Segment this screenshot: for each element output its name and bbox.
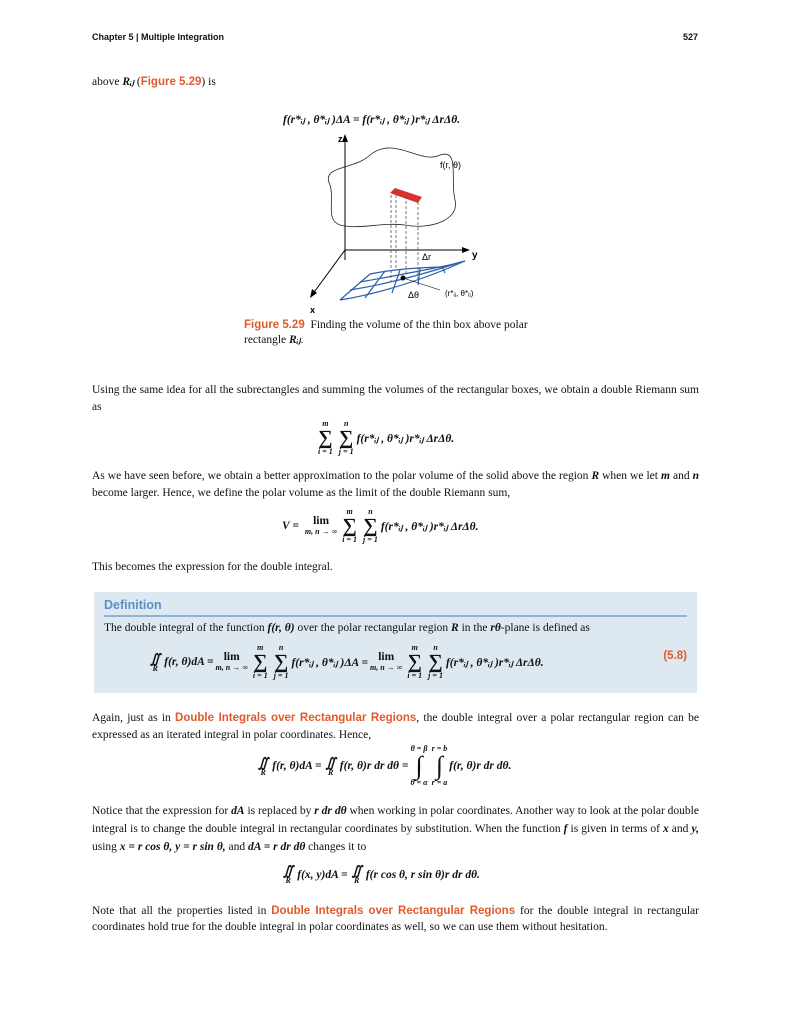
math-part: f(r, θ)r dr dθ. [449,760,512,772]
math-part [150,652,160,673]
math-part: Again, just as in [92,712,176,724]
math-part: dA [231,805,245,817]
equation-riemann-sum [315,420,454,456]
math-part: θ = α [410,778,428,787]
math-part: ∬ [258,754,269,770]
divider [104,615,687,617]
math-part: f(r cos θ, r sin θ)r dr dθ. [365,868,480,881]
math-part: ∫ [435,751,443,780]
math-part: ∑ [342,515,357,537]
caption-label: Figure 5.29 [244,319,305,331]
paragraph [92,903,699,935]
math-part: n [343,419,349,428]
math-part: rθ [490,622,501,634]
math-part [274,644,289,680]
sum-i [318,420,333,456]
math-part: R [327,767,334,777]
thin-box-top [390,188,422,203]
math-part: f(r, θ)dA = [164,656,214,668]
math-part: f(r, θ)dA = [272,760,322,772]
math-part: m, n → ∞ [370,662,403,672]
definition-text [104,620,687,637]
math-part [258,756,268,777]
math-part: when we let [599,470,661,482]
equation-iterated-integral [258,745,511,787]
x-label: x [310,305,316,315]
math-part: f(r*ᵢⱼ , θ*ᵢⱼ )ΔA = [291,657,368,669]
math-part: ∬ [150,650,161,666]
math-part [363,508,378,544]
math-part: become larger. Hence, we define the polar volume as the limit of the double Riemann sum, [92,487,511,499]
math-part: when working in polar coordinates. Another way to look at the polar double integral is to change the double integral in rectangular coordinates by substitution. When the function [92,805,699,835]
math-part: over the polar rectangular region [294,622,452,634]
math-part: r = a [431,778,448,787]
math-part: x [663,823,669,835]
math-part [432,745,448,787]
chapter-header: Chapter 5 | Multiple Integration [92,32,225,42]
math-part: m [346,507,353,516]
section-link[interactable]: Double Integrals over Rectangular Regions [175,712,417,724]
math-part: and [669,470,693,482]
math-part: f(r, θ) [267,622,295,634]
y-arrow [462,247,470,253]
equation-number: (5.8) [663,650,687,662]
math-part: and [668,823,692,835]
math-part: n [433,643,438,652]
math-part: using [92,841,120,853]
math: Rᵢⱼ [122,76,134,88]
math-part: i = 1 [252,671,268,680]
math-part: i = 1 [407,671,423,680]
text: ( [133,76,141,88]
sum-j [339,420,354,456]
math-part: Note that all the properties listed in [92,905,272,917]
f-label: f(r, θ) [440,160,462,170]
math-part: m [257,643,264,652]
math-part: j = 1 [363,535,378,544]
figure-polar-volume [300,130,500,315]
math-part: m, n → ∞ [304,526,338,536]
math-part: i = 1 [318,447,333,456]
delta-theta-label: Δθ [408,290,420,300]
paragraph: This becomes the expression for the double integral. [92,561,333,573]
math-part: is replaced by [244,805,315,817]
definition-box [94,592,697,693]
figure-link[interactable]: Figure 5.29 [140,76,202,88]
z-label: z [338,134,343,144]
math-part [352,864,362,885]
math-part: R [260,767,266,777]
math-part: is given in terms of [567,823,664,835]
paragraph [92,802,699,856]
sum-body: f(r*ᵢⱼ , θ*ᵢⱼ )r*ᵢⱼ ΔrΔθ. [356,433,455,445]
math-part: f(x, y)dA = [297,868,348,881]
y-label: y [472,250,478,261]
math-part: m [411,643,418,652]
math-part: and [225,841,249,853]
math-part: R [354,876,360,885]
equation-5-8 [150,644,544,680]
math-part [326,756,336,777]
math-part: R [591,470,600,482]
x-axis [312,250,345,295]
math-part: j = 1 [273,671,289,680]
equation-substitution [283,864,480,885]
math-part: lim [313,515,330,528]
math-part: f(r*ᵢⱼ , θ*ᵢⱼ )r*ᵢⱼ ΔrΔθ. [380,521,479,533]
paragraph: Using the same idea for all the subrectangles and summing the volumes of the rectangular boxes, we obtain a double Riemann sum as [92,384,699,413]
math-part: The double integral of the function [104,622,268,634]
math-part: m [661,470,670,482]
math-part: n [278,643,284,652]
math-part: j = 1 [428,671,443,680]
math-part: lim [223,651,240,664]
math-part: R [152,663,158,673]
paragraph [92,710,699,744]
math-part: x = r cos θ, y = r sin θ, [119,841,226,853]
math-part: f(r*ᵢⱼ , θ*ᵢⱼ )r*ᵢⱼ ΔrΔθ. [445,657,544,669]
equation-volume-element: f(r*ᵢⱼ , θ*ᵢⱼ )ΔA = f(r*ᵢⱼ , θ*ᵢⱼ )r*ᵢⱼ ΔrΔθ. [283,114,461,126]
math: Rᵢⱼ [289,334,301,346]
math-part: ∑ [318,427,333,449]
math-part: lim [378,651,395,664]
math-part [410,745,427,787]
caption-text: Finding the volume of the thin box above polar rectangle [244,319,528,346]
math-part: ∑ [273,651,289,673]
math-part [283,864,293,885]
math-part: ∬ [283,863,294,878]
math-part: As we have seen before, we obtain a better approximation to the polar volume of the solid above the region [92,470,592,482]
math-part: n [368,507,373,516]
paragraph [92,468,699,502]
math-part: for the double integral in rectangular coordinates hold true for the double integral in polar coordinates as well, so we can use them without hesitation. [92,905,699,933]
definition-title: Definition [104,598,162,612]
math-part [342,508,357,544]
math-part [407,644,422,680]
page-number: 527 [682,32,698,42]
intro-text [92,74,699,91]
text: . [300,334,304,346]
text: ) is [201,76,216,88]
math-part: ∑ [428,651,443,673]
math-part: θ = β [410,744,428,753]
z-arrow [342,134,348,142]
text: above [92,76,123,88]
math-part [253,644,268,680]
math-part [428,644,443,680]
math-part: dA = r dr dθ [248,841,306,853]
delta-r-label: Δr [422,252,432,262]
math-part: changes it to [305,841,367,853]
math-part: f(r, θ)r dr dθ = [339,760,409,772]
math-part [216,652,248,672]
math-part: ∑ [253,651,268,673]
math-part: -plane is defined as [500,622,590,634]
math-part: R [285,876,291,885]
figure-caption [244,318,564,348]
math-part: j = 1 [338,447,354,456]
math-part: ∫ [415,751,423,780]
math-part: ∑ [339,427,354,449]
point-label: (r*ᵢⱼ, θ*ᵢⱼ) [445,289,474,298]
math-part [370,652,402,672]
math-part: ∑ [407,651,422,673]
math-part: y, [691,823,700,835]
math-part: in the [458,622,491,634]
math-part: ∬ [351,863,362,878]
limit [305,516,337,536]
equation-polar-volume [282,508,478,544]
math-part: i = 1 [342,535,358,544]
surface-outline [328,148,455,227]
math-part: r = b [431,744,448,753]
math-part: m, n → ∞ [215,662,248,672]
section-link[interactable]: Double Integrals over Rectangular Regions [271,905,516,917]
math-part: r dr dθ [314,805,347,817]
math-part: ∑ [363,515,378,537]
math-part: Notice that the expression for [92,805,232,817]
math-part: ∬ [325,754,336,770]
math-part: n [692,470,699,482]
math-part: V = [282,520,299,532]
math-part: , the double integral over a polar rectangular region can be expressed as an iterated integral in polar coordinates. Hence, [92,712,700,741]
math-part: m [322,419,329,428]
leader-line [403,278,440,290]
math-part: R [451,622,459,634]
math-part: f [563,823,568,835]
